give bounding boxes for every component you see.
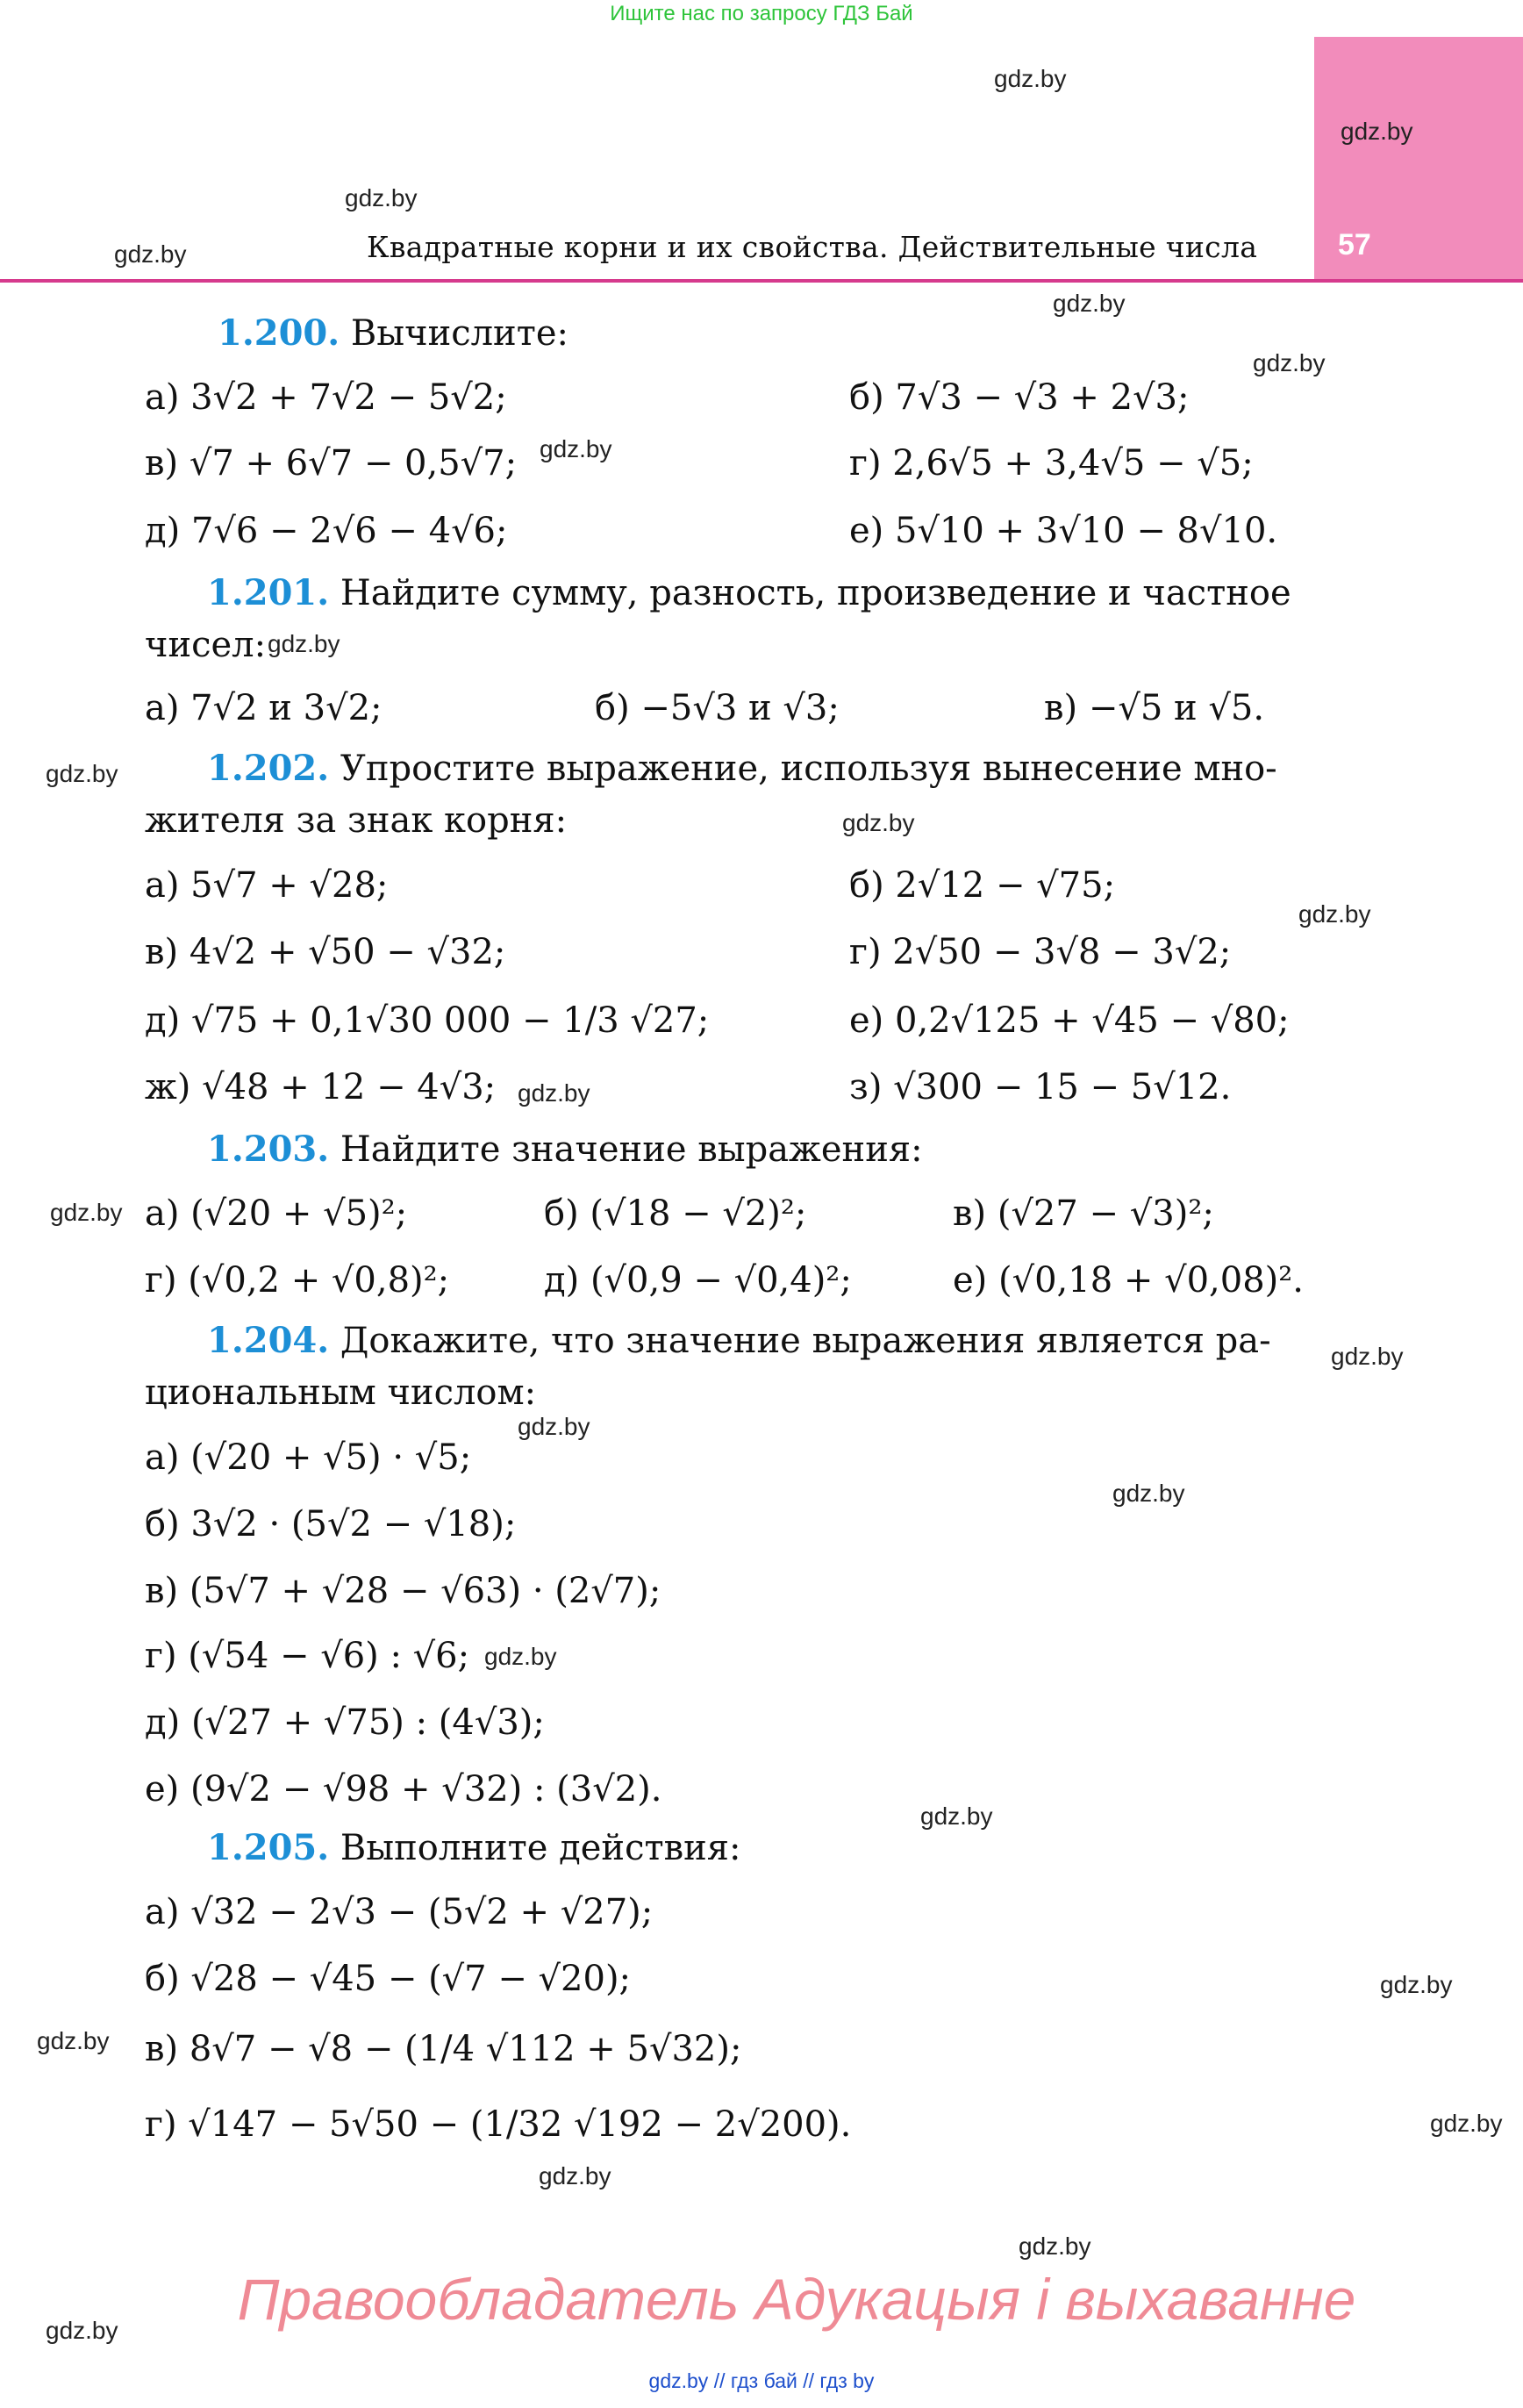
exercise-1-205-item-b: б) √28 − √45 − (√7 − √20); — [145, 1959, 632, 1999]
exercise-1-202-item-d: д) √75 + 0,1√30 000 − 1/3 √27; — [145, 1000, 710, 1041]
exercise-1-201-prompt-cont: чисел: — [145, 625, 267, 665]
watermark: gdz.by — [1112, 1480, 1185, 1507]
watermark: gdz.by — [1380, 1971, 1453, 1998]
exercise-number: 1.203. — [207, 1129, 330, 1170]
watermark: gdz.by — [1019, 2232, 1091, 2260]
exercise-1-200-item-g: г) 2,6√5 + 3,4√5 − √5; — [849, 443, 1254, 484]
exercise-1-202-item-e: е) 0,2√125 + √45 − √80; — [849, 1000, 1290, 1041]
watermark: gdz.by — [1341, 118, 1413, 145]
exercise-1-200-item-b: б) 7√3 − √3 + 2√3; — [849, 377, 1190, 418]
watermark: gdz.by — [518, 1079, 590, 1107]
watermark: gdz.by — [540, 435, 612, 462]
exercise-1-204-item-v: в) (5√7 + √28 − √63) · (2√7); — [145, 1571, 661, 1611]
header-rule — [0, 279, 1523, 283]
exercise-1-204-item-g: г) (√54 − √6) : √6; — [145, 1636, 470, 1676]
watermark: gdz.by — [484, 1643, 557, 1670]
watermark: gdz.by — [1253, 349, 1326, 376]
watermark: gdz.by — [37, 2027, 110, 2054]
exercise-prompt: Найдите значение выражения: — [340, 1129, 923, 1170]
exercise-1-202-item-v: в) 4√2 + √50 − √32; — [145, 932, 506, 972]
watermark: gdz.by — [518, 1413, 590, 1440]
exercise-1-200-item-v: в) √7 + 6√7 − 0,5√7; — [145, 443, 518, 484]
exercise-1-202-item-a: а) 5√7 + √28; — [145, 865, 389, 906]
exercise-1-200-item-a: а) 3√2 + 7√2 − 5√2; — [145, 377, 507, 418]
exercise-1-204-item-e: е) (9√2 − √98 + √32) : (3√2). — [145, 1769, 662, 1810]
exercise-1-202-prompt-cont: жителя за знак корня: — [145, 800, 568, 841]
exercise-1-203-item-e: е) (√0,18 + √0,08)². — [953, 1260, 1304, 1301]
exercise-1-205-heading — [207, 1827, 741, 1868]
exercise-number: 1.200. — [218, 312, 340, 354]
watermark: gdz.by — [842, 809, 915, 836]
exercise-1-203-heading — [207, 1129, 923, 1170]
page-number: 57 — [1338, 228, 1371, 262]
watermark: gdz.by — [46, 760, 118, 787]
exercise-1-200-item-d: д) 7√6 − 2√6 − 4√6; — [145, 511, 508, 551]
exercise-number: 1.202. — [207, 748, 330, 789]
watermark: gdz.by — [1298, 900, 1371, 928]
exercise-1-203-item-b: б) (√18 − √2)²; — [544, 1193, 807, 1234]
exercise-1-203-item-g: г) (√0,2 + √0,8)²; — [145, 1260, 450, 1301]
exercise-1-203-item-d: д) (√0,9 − √0,4)²; — [544, 1260, 852, 1301]
watermark: gdz.by — [50, 1199, 123, 1226]
exercise-1-201-item-b: б) −5√3 и √3; — [595, 688, 840, 728]
exercise-prompt: Найдите сумму, разность, произведение и частное — [340, 573, 1291, 613]
exercise-number: 1.201. — [207, 572, 330, 613]
exercise-number: 1.205. — [207, 1827, 330, 1868]
exercise-number: 1.204. — [207, 1320, 330, 1361]
watermark: gdz.by — [994, 65, 1067, 92]
exercise-1-205-item-a: а) √32 − 2√3 − (5√2 + √27); — [145, 1892, 654, 1932]
exercise-1-202-item-g: г) 2√50 − 3√8 − 3√2; — [849, 932, 1232, 972]
watermark: gdz.by — [920, 1802, 993, 1830]
running-title: Квадратные корни и их свойства. Действительные числа — [367, 230, 1258, 264]
exercise-1-201-heading — [207, 572, 1291, 613]
watermark: gdz.by — [1053, 290, 1126, 317]
watermark: gdz.by — [46, 2317, 118, 2344]
watermark: gdz.by — [539, 2162, 611, 2189]
exercise-1-204-item-d: д) (√27 + √75) : (4√3); — [145, 1702, 545, 1743]
copyright-watermark: Правообладатель Адукацыя і выхаванне — [237, 2267, 1356, 2332]
exercise-1-200-item-e: е) 5√10 + 3√10 − 8√10. — [849, 511, 1278, 551]
exercise-1-205-item-v: в) 8√7 − √8 − (1/4 √112 + 5√32); — [145, 2029, 742, 2069]
exercise-1-204-prompt-cont: циональным числом: — [145, 1372, 537, 1413]
exercise-1-203-item-a: а) (√20 + √5)²; — [145, 1193, 408, 1234]
exercise-1-204-item-a: а) (√20 + √5) · √5; — [145, 1437, 472, 1478]
exercise-1-200-heading — [218, 312, 568, 354]
exercise-1-202-item-b: б) 2√12 − √75; — [849, 865, 1116, 906]
exercise-1-202-item-zh: ж) √48 + 12 − 4√3; — [145, 1067, 497, 1107]
exercise-1-202-item-z: з) √300 − 15 − 5√12. — [849, 1067, 1232, 1107]
exercise-1-201-item-a: а) 7√2 и 3√2; — [145, 688, 383, 728]
exercise-prompt: Докажите, что значение выражения является ра- — [340, 1321, 1271, 1361]
exercise-1-203-item-v: в) (√27 − √3)²; — [953, 1193, 1214, 1234]
exercise-1-202-heading — [207, 748, 1277, 789]
exercise-prompt: Выполните действия: — [340, 1828, 741, 1868]
watermark: gdz.by — [1331, 1343, 1404, 1370]
exercise-1-204-item-b: б) 3√2 · (5√2 − √18); — [145, 1504, 517, 1544]
footer-links: gdz.by // гдз бай // гдз by — [648, 2369, 875, 2392]
exercise-1-204-heading — [207, 1320, 1271, 1361]
exercise-1-201-item-v: в) −√5 и √5. — [1044, 688, 1265, 728]
watermark: gdz.by — [114, 240, 187, 268]
exercise-1-205-item-g: г) √147 − 5√50 − (1/32 √192 − 2√200). — [145, 2104, 852, 2145]
watermark: gdz.by — [268, 630, 340, 657]
top-banner: Ищите нас по запросу ГДЗ Бай — [610, 2, 913, 25]
exercise-prompt: Упростите выражение, используя вынесение мно- — [340, 749, 1277, 789]
exercise-prompt: Вычислите: — [350, 313, 568, 354]
watermark: gdz.by — [345, 184, 418, 211]
watermark: gdz.by — [1430, 2110, 1503, 2137]
